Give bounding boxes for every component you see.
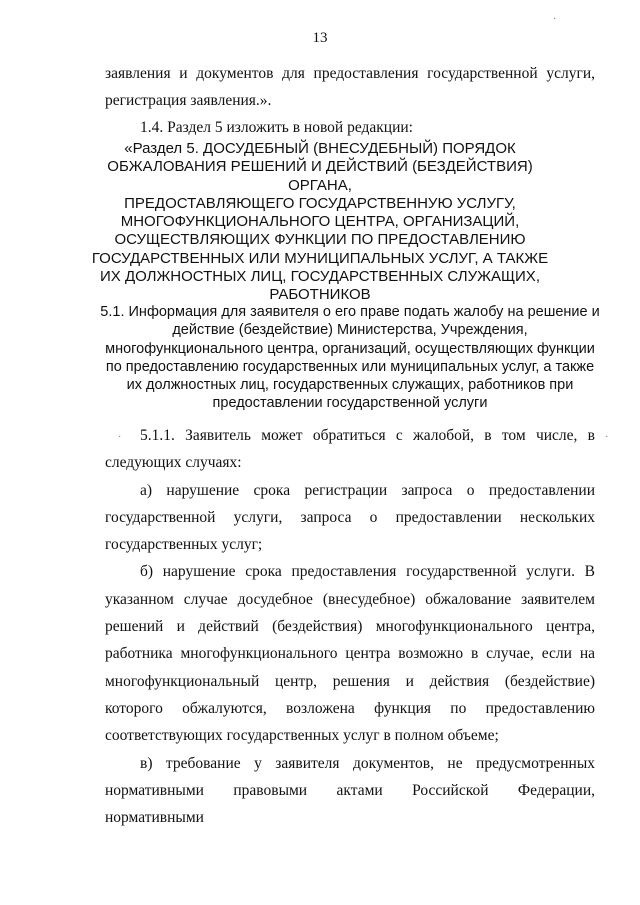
heading-line: РАБОТНИКОВ — [269, 286, 371, 304]
subheading-line: предоставлении государственной услуги — [212, 395, 488, 412]
heading-line: ОСУЩЕСТВЛЯЮЩИХ ФУНКЦИИ ПО ПРЕДОСТАВЛЕНИЮ — [114, 231, 526, 249]
scan-speck: · — [118, 432, 122, 443]
subheading-line: их должностных лиц, государственных служащих, работников при — [126, 377, 574, 394]
heading-line: ГОСУДАРСТВЕННЫХ ИЛИ МУНИЦИПАЛЬНЫХ УСЛУГ, А ТАКЖЕ — [91, 249, 549, 267]
clause-5-1-1: 5.1.1. Заявитель может обратиться с жалобой, в том числе, в следующих случаях: — [105, 427, 595, 472]
subsection-heading — [100, 303, 600, 413]
heading-line: ОБЖАЛОВАНИЯ РЕШЕНИЙ И ДЕЙСТВИЙ (БЕЗДЕЙСТВИЯ) ОРГАНА, — [107, 158, 533, 194]
subheading-line: действие (бездействие) Министерства, Учреждения, — [172, 322, 528, 339]
section-heading — [75, 140, 565, 305]
amendment-paragraph: 1.4. Раздел 5 изложить в новой редакции: — [140, 119, 413, 136]
continuation-line: заявления и документов для предоставления государственной услуги, — [105, 65, 595, 82]
scan-speck: · — [605, 432, 609, 443]
heading-line: МНОГОФУНКЦИОНАЛЬНОГО ЦЕНТРА, ОРГАНИЗАЦИЙ, — [120, 213, 520, 231]
subheading-line: многофункционального центра, организаций, осуществляющих функции — [105, 340, 595, 357]
page-number: 13 — [312, 30, 328, 46]
subheading-line: 5.1. Информация для заявителя о его праве подать жалобу на решение и — [100, 304, 600, 320]
clause-a: а) нарушение срока регистрации запроса о предоставлении государственной услуги, запроса о предоставлении нескольких государственных услуг; — [105, 481, 595, 554]
continuation-paragraph — [105, 60, 595, 114]
heading-line: ПРЕДОСТАВЛЯЮЩЕГО ГОСУДАРСТВЕННУЮ УСЛУГУ, — [124, 194, 516, 212]
clause-b: б) нарушение срока предоставления государственной услуги. В указанном случае досудебное (внесудебное) обжалование заявителем решений и действий (бездействия) многофункционального центра, работника многофункционального центра возможно в случае, если на многофункциональный центр, решения и действия (бездействие) которого обжалуются, возложена функция по предоставлению соответствующих государственных услуг в полном объеме; — [105, 563, 595, 745]
continuation-line: регистрация заявления.». — [105, 92, 272, 109]
subheading-line: по предоставлению государственных или муниципальных услуг, а также — [105, 358, 595, 375]
clause-c: в) требование у заявителя документов, не предусмотренных нормативными правовыми актами Российской Федерации, нормативными — [105, 754, 595, 827]
heading-line: «Раздел 5. ДОСУДЕБНЫЙ (ВНЕСУДЕБНЫЙ) ПОРЯДОК — [124, 140, 516, 157]
clauses-body — [105, 422, 595, 831]
heading-line: ИХ ДОЛЖНОСТНЫХ ЛИЦ, ГОСУДАРСТВЕННЫХ СЛУЖАЩИХ, — [100, 268, 540, 286]
scan-speck: · — [553, 14, 557, 25]
